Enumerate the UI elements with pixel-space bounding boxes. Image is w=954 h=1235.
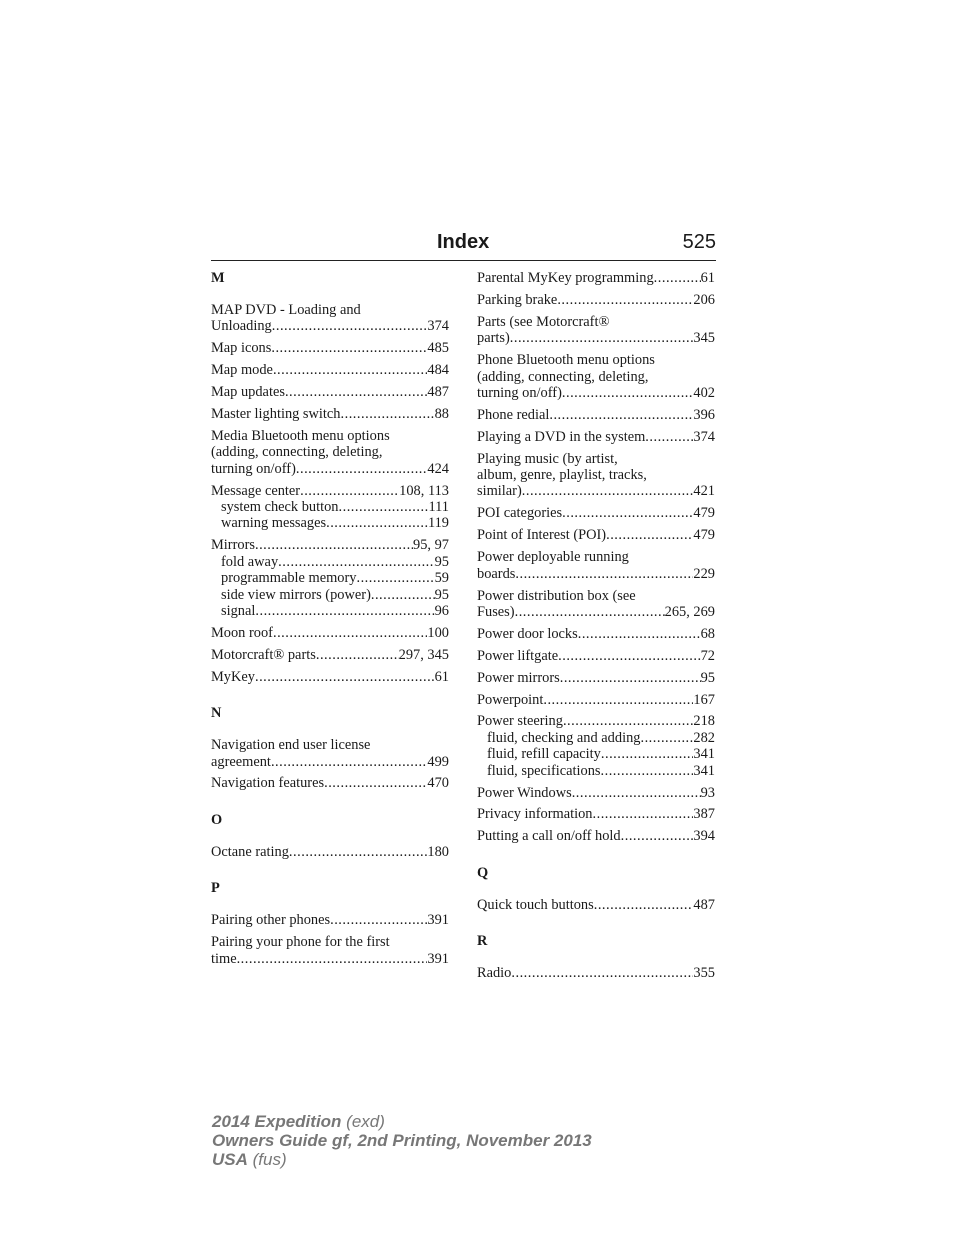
dot-leader	[296, 461, 428, 477]
index-entry-line	[477, 566, 715, 582]
index-term: Putting a call on/off hold	[477, 828, 621, 845]
index-entry	[211, 428, 449, 477]
index-entry-line	[477, 527, 715, 543]
index-term: Quick touch buttons	[477, 896, 594, 913]
index-term-line: Navigation end user license	[211, 737, 371, 754]
dot-leader	[271, 340, 427, 356]
index-entry	[477, 549, 715, 582]
index-term-line: (adding, connecting, deleting,	[477, 368, 649, 385]
index-term: Navigation features	[211, 775, 325, 792]
index-term: MyKey	[211, 668, 255, 685]
index-term: Powerpoint	[477, 691, 544, 708]
dot-leader	[326, 515, 428, 531]
page-reference: 374	[427, 318, 449, 335]
index-subentry	[211, 515, 449, 531]
page-reference: 95	[434, 586, 449, 603]
dot-leader	[601, 763, 694, 779]
index-entry-line	[477, 897, 715, 913]
index-entry-line	[477, 965, 715, 981]
index-entry	[477, 505, 715, 521]
index-entry-line	[477, 330, 715, 346]
page-reference: 479	[693, 505, 715, 522]
index-entry	[211, 384, 449, 400]
page-reference: 391	[427, 912, 449, 929]
index-entry-line	[477, 292, 715, 308]
page-reference: 391	[427, 950, 449, 967]
dot-leader	[289, 844, 427, 860]
index-term-line: (adding, connecting, deleting,	[211, 444, 383, 461]
index-subentry	[211, 603, 449, 619]
index-entry-line	[211, 669, 449, 685]
index-entry	[477, 713, 715, 779]
page-reference: 61	[434, 668, 449, 685]
index-subentry	[211, 570, 449, 586]
index-term: Point of Interest (POI)	[477, 527, 607, 544]
section-letter-p: P	[211, 880, 220, 897]
index-term: fluid, specifications	[487, 762, 601, 779]
index-term: parts)	[477, 330, 510, 347]
index-term: Radio	[477, 965, 512, 982]
footer-market-code: (fus)	[247, 1150, 287, 1169]
index-term: Power steering	[477, 713, 563, 730]
dot-leader	[316, 647, 399, 663]
index-entry	[477, 588, 715, 621]
index-term-line: Phone Bluetooth menu options	[477, 352, 655, 369]
index-term: system check button	[221, 499, 339, 516]
index-entry-line	[477, 648, 715, 664]
page-reference: 345	[693, 330, 715, 347]
index-subentry	[477, 746, 715, 762]
index-entry-line	[211, 362, 449, 378]
dot-leader	[341, 406, 435, 422]
index-term: Map updates	[211, 384, 285, 401]
index-entry	[477, 670, 715, 686]
index-term: Parental MyKey programming	[477, 270, 654, 286]
page-reference: 229	[693, 565, 715, 582]
index-term: Parking brake	[477, 291, 558, 308]
index-entry-line	[477, 505, 715, 521]
dot-leader	[543, 692, 693, 708]
index-entry-line	[477, 692, 715, 708]
index-entry-line	[211, 340, 449, 356]
index-entry	[477, 806, 715, 822]
page-reference: 95	[700, 669, 715, 686]
index-entry	[477, 429, 715, 445]
dot-leader	[515, 566, 693, 582]
dot-leader	[273, 362, 427, 378]
index-term: Playing a DVD in the system	[477, 428, 646, 445]
index-entry-line	[477, 407, 715, 423]
index-entry-line	[477, 670, 715, 686]
index-entry-line	[211, 754, 449, 770]
index-entry	[211, 483, 449, 532]
index-term: Map icons	[211, 340, 272, 357]
index-subentry	[211, 587, 449, 603]
dot-leader	[356, 570, 434, 586]
index-term: fluid, checking and adding	[487, 729, 641, 746]
index-entry-line	[477, 626, 715, 642]
index-entry-line	[477, 604, 715, 620]
index-entry-line	[211, 483, 449, 499]
page-reference: 387	[693, 806, 715, 823]
page-header	[211, 230, 716, 261]
dot-leader	[621, 828, 694, 844]
index-term: Power Windows	[477, 784, 572, 801]
index-term: boards	[477, 565, 516, 582]
dot-leader	[549, 407, 693, 423]
index-term: fold away	[221, 553, 279, 570]
index-term: Octane rating	[211, 843, 289, 860]
page-reference: 95, 97	[413, 537, 449, 554]
index-entry	[211, 302, 449, 335]
index-column-left	[211, 266, 449, 967]
dot-leader	[330, 912, 427, 928]
dot-leader	[273, 625, 427, 641]
page-reference: 297, 345	[398, 646, 449, 663]
index-term: Privacy information	[477, 806, 593, 823]
dot-leader	[285, 384, 427, 400]
page-reference: 487	[427, 384, 449, 401]
page-reference: 355	[693, 965, 715, 982]
index-subentry	[477, 730, 715, 746]
dot-leader	[563, 713, 693, 729]
index-entry	[477, 527, 715, 543]
index-entry	[477, 407, 715, 423]
index-entry-line	[477, 828, 715, 844]
index-entry	[477, 352, 715, 401]
index-term: signal	[221, 603, 256, 619]
index-term: fluid, refill capacity	[487, 746, 601, 763]
index-entry-line	[477, 270, 715, 286]
page-reference: 68	[700, 625, 715, 642]
page-title: Index	[437, 231, 490, 253]
page-reference: 108, 113	[399, 482, 449, 499]
dot-leader	[255, 603, 434, 619]
page-reference: 282	[693, 729, 715, 746]
index-term-line: Playing music (by artist,	[477, 450, 618, 467]
footer	[212, 1112, 592, 1169]
index-term: programmable memory	[221, 570, 357, 587]
page-reference: 487	[693, 896, 715, 913]
page-reference: 95	[434, 553, 449, 570]
index-entry	[477, 648, 715, 664]
dot-leader	[255, 669, 435, 685]
index-subentry	[477, 763, 715, 779]
index-term: turning on/off)	[211, 460, 296, 477]
index-entry-line	[477, 806, 715, 822]
dot-leader	[300, 483, 399, 499]
index-entry	[477, 965, 715, 981]
page-reference: 206	[693, 291, 715, 308]
dot-leader	[593, 806, 694, 822]
dot-leader	[640, 730, 693, 746]
page-reference: 218	[693, 713, 715, 730]
section-letter-q: Q	[477, 864, 489, 881]
index-entry-line	[211, 384, 449, 400]
dot-leader	[510, 330, 694, 346]
dot-leader	[558, 648, 700, 664]
dot-leader	[557, 292, 693, 308]
dot-leader	[339, 499, 429, 515]
index-entry	[477, 314, 715, 347]
index-entry-line	[211, 912, 449, 928]
index-term: POI categories	[477, 505, 563, 522]
index-entry	[477, 626, 715, 642]
page-reference: 93	[700, 784, 715, 801]
section-letter-o: O	[211, 811, 223, 828]
page-reference: 484	[427, 362, 449, 379]
page-number: 525	[682, 231, 716, 253]
dot-leader	[271, 754, 427, 770]
index-term-line: Power distribution box (see	[477, 587, 636, 604]
index-entry	[211, 362, 449, 378]
index-entry	[477, 897, 715, 913]
page-reference: 88	[434, 406, 449, 423]
dot-leader	[606, 527, 693, 543]
dot-leader	[515, 604, 665, 620]
index-term-line: MAP DVD - Loading and	[211, 302, 361, 318]
index-term: Phone redial	[477, 406, 550, 423]
page-reference: 374	[693, 428, 715, 445]
index-term: Mirrors	[211, 537, 255, 554]
index-entry-line	[477, 429, 715, 445]
footer-model-code: (exd)	[341, 1112, 385, 1131]
index-entry	[211, 775, 449, 791]
index-term: agreement	[211, 753, 271, 770]
page-reference: 167	[693, 691, 715, 708]
index-term-line: Parts (see Motorcraft®	[477, 313, 610, 330]
index-term: similar)	[477, 483, 522, 500]
index-entry	[211, 912, 449, 928]
index-entry-line	[477, 785, 715, 801]
index-entry-line	[477, 483, 715, 499]
page-reference: 72	[700, 647, 715, 664]
index-term-line: Power deployable running	[477, 549, 629, 566]
index-term-line: Pairing your phone for the first	[211, 934, 390, 951]
index-entry-line	[211, 625, 449, 641]
index-entry	[211, 647, 449, 663]
index-entry	[477, 292, 715, 308]
index-entry-line	[211, 647, 449, 663]
index-entry	[211, 625, 449, 641]
index-subentry	[211, 499, 449, 515]
footer-market: USA	[212, 1150, 248, 1169]
index-entry-line	[211, 775, 449, 791]
page-reference: 396	[693, 406, 715, 423]
index-term: Pairing other phones	[211, 912, 331, 929]
index-entry-line	[477, 385, 715, 401]
page-reference: 59	[434, 570, 449, 587]
dot-leader	[572, 785, 701, 801]
dot-leader	[594, 897, 694, 913]
footer-model: 2014 Expedition	[212, 1112, 342, 1131]
index-entry	[477, 692, 715, 708]
page-reference: 265, 269	[664, 603, 715, 620]
page-reference: 424	[427, 460, 449, 477]
dot-leader	[255, 537, 413, 553]
dot-leader	[278, 554, 434, 570]
index-entry	[211, 340, 449, 356]
dot-leader	[654, 270, 701, 286]
index-entry	[477, 451, 715, 500]
page-reference: 470	[427, 775, 449, 792]
index-entry	[211, 669, 449, 685]
index-entry	[477, 828, 715, 844]
section-letter-m: M	[211, 270, 225, 286]
dot-leader	[272, 318, 428, 334]
index-term: time	[211, 950, 237, 967]
index-term-line: Media Bluetooth menu options	[211, 427, 390, 444]
page-reference: 421	[693, 483, 715, 500]
dot-leader	[324, 775, 427, 791]
index-term: Unloading	[211, 318, 272, 335]
index-entry	[211, 406, 449, 422]
index-term: Fuses)	[477, 603, 515, 620]
index-entry-line	[211, 461, 449, 477]
index-column-right	[477, 266, 715, 982]
page-reference: 61	[700, 270, 715, 286]
index-term: Motorcraft® parts	[211, 646, 316, 663]
index-entry	[211, 934, 449, 967]
page-reference: 402	[693, 384, 715, 401]
index-term: warning messages	[221, 515, 327, 532]
index-term: Power mirrors	[477, 669, 560, 686]
dot-leader	[562, 505, 693, 521]
dot-leader	[578, 626, 701, 642]
dot-leader	[511, 965, 693, 981]
page-reference: 100	[427, 624, 449, 641]
index-term: Map mode	[211, 362, 273, 379]
dot-leader	[560, 670, 701, 686]
index-term: Master lighting switch	[211, 406, 341, 423]
index-term: Power door locks	[477, 625, 578, 642]
index-entry	[211, 537, 449, 619]
dot-leader	[371, 587, 435, 603]
index-entry	[211, 844, 449, 860]
page-reference: 119	[427, 515, 449, 532]
index-term: side view mirrors (power)	[221, 586, 371, 603]
footer-guide: Owners Guide gf, 2nd Printing, November 2013	[212, 1131, 592, 1150]
page-reference: 341	[693, 762, 715, 779]
section-letter-r: R	[477, 933, 488, 950]
index-entry-line	[211, 844, 449, 860]
index-term: turning on/off)	[477, 384, 562, 401]
index-term-line: album, genre, playlist, tracks,	[477, 467, 647, 484]
dot-leader	[562, 385, 694, 401]
page-reference: 111	[428, 499, 449, 516]
index-entry-line	[211, 406, 449, 422]
index-entry	[477, 785, 715, 801]
dot-leader	[237, 951, 428, 967]
index-subentry	[211, 554, 449, 570]
page-reference: 341	[693, 746, 715, 763]
page-reference: 180	[427, 843, 449, 860]
index-entry-line	[211, 951, 449, 967]
index-entry-line	[211, 537, 449, 553]
index-term: Moon roof	[211, 624, 273, 641]
page-reference: 479	[693, 527, 715, 544]
section-letter-n: N	[211, 705, 222, 722]
dot-leader	[522, 483, 694, 499]
index-entry-line	[477, 713, 715, 729]
index-entry	[477, 270, 715, 286]
index-term: Message center	[211, 482, 301, 499]
page-reference: 394	[693, 828, 715, 845]
dot-leader	[601, 746, 694, 762]
index-term: Power liftgate	[477, 647, 559, 664]
index-entry-line	[211, 318, 449, 334]
dot-leader	[645, 429, 693, 445]
page-reference: 96	[434, 603, 449, 619]
index-entry	[211, 737, 449, 770]
page-reference: 499	[427, 753, 449, 770]
page-reference: 485	[427, 340, 449, 357]
